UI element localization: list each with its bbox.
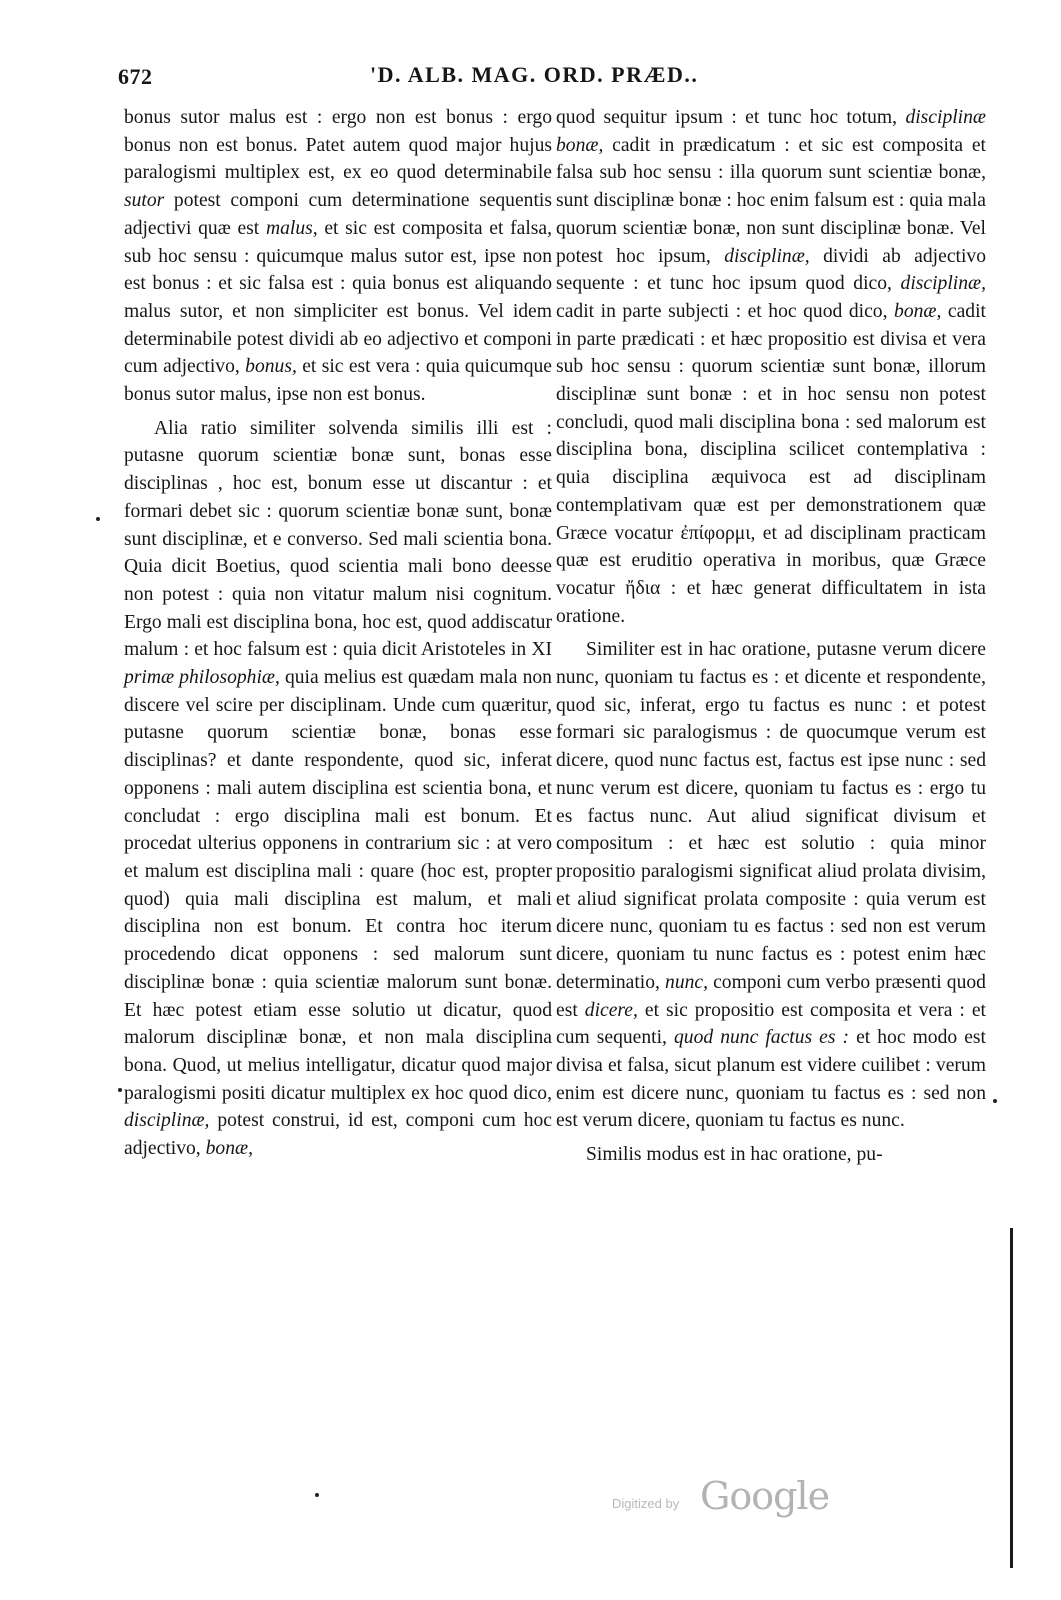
text-run: et sic est vera : quia quicumque bonus sutor malus, ipse non est bonus. [124, 356, 552, 406]
running-head: 'D. ALB. MAG. ORD. PRÆD.. [370, 62, 699, 87]
text-run: et sic est composita et falsa, sub hoc sensu : quicumque malus sutor est, ipse non est bonus : et sic falsa est : quia bonus est aliquando malus sutor, et non simpliciter est bonus. Vel idem determinabile potest dividi ab eo adjectivo et componi cum adjectivo, [124, 217, 552, 378]
text-run: dividi ab adjectivo sequente : et tunc hoc ipsum quod dico, [556, 245, 986, 295]
text-run: quia melius est quædam mala non discere vel scire per disciplinam. Unde cum quæritur, putasne quorum scientiæ bonæ, bonas esse disciplinas? et dante respondente, quod sic, inferat opponens : mali autem disciplina est scientia bona, et concludat : ergo disciplina mali est bonum. Et procedat ulterius opponens in contrarium sic : at vero et malum est disciplina mali : quare (hoc est, propter quod) quia mali disciplina est malum, et mali disciplina non est bonum. Et contra hoc iterum procedendo dicat opponens : sed malorum sunt disciplinæ bonæ : quia scientiæ malorum sunt bonæ. Et hæc potest etiam esse solutio ut dicatur, quod malorum disciplinæ bonæ, et non mala disciplina bona. Quod, ut melius intelligatur, dicatur quod major paralogismi positi dicatur multiplex ex hoc quod dico, [124, 667, 552, 1104]
text-run: et hoc modo est divisa et falsa, sicut planum est videre cuilibet : verum enim est dicere nunc, quoniam tu factus es : sed non est verum dicere, quoniam tu factus es nunc. [556, 1027, 986, 1132]
italic-text: dicere, [584, 999, 638, 1021]
paragraph [124, 415, 552, 1163]
digitized-watermark [612, 1474, 852, 1524]
text-run: cadit in prædicatum : et sic est composita et falsa sub hoc sensu : illa quorum sunt scientiæ bonæ, sunt disciplinæ bonæ : hoc enim falsum est : quia mala quorum scientiæ bonæ, non sunt disciplinæ bonæ. Vel potest hoc ipsum, [556, 134, 986, 267]
italic-text: disciplinæ bonæ, [556, 107, 986, 156]
watermark-label: Digitized by [612, 1496, 680, 1511]
right-column [556, 104, 986, 1169]
italic-text: bonæ, [894, 300, 942, 322]
margin-dot [993, 1099, 997, 1103]
italic-text: nunc, [665, 971, 709, 993]
italic-text: malus, [265, 217, 318, 239]
text-run: potest componi cum determinatione sequentis adjectivi quæ est [124, 190, 552, 239]
text-run: potest construi, id est, componi cum hoc adjectivo, [124, 1110, 552, 1160]
text-run: componi cum verbo præsenti quod est [556, 971, 986, 1021]
paragraph [556, 1141, 986, 1169]
google-logo: Google [700, 1474, 830, 1518]
page-number: 672 [118, 64, 153, 89]
paragraph [124, 104, 552, 409]
left-column [124, 104, 552, 1163]
text-run: Similiter est in hac oratione, putasne verum dicere nunc, quoniam tu factus es : et dicente et respondente, quod sic, inferat, ergo tu factus es nunc : et potest formari sic paralogismus : de quocumque verum est dicere, quod nunc factus est, factus est ipse nunc : sed nunc verum est dicere, quoniam tu factus es : ergo tu es factus nunc. Aut aliud significat divisum et compositum : et hæc est solutio : quia minor propositio paralogismi significat aliud prolata divisim, et aliud significat prolata composite : quia verum est dicere nunc, quoniam tu es factus : sed non est verum dicere, quoniam tu nunc factus es : potest enim hæc determinatio, [556, 639, 986, 993]
margin-dot [315, 1493, 319, 1497]
italic-text: bonæ, [205, 1138, 253, 1160]
text-run: quod sequitur ipsum : et tunc hoc totum, [556, 107, 906, 128]
italic-text: disciplinæ, [724, 245, 810, 267]
text-run: Alia ratio similiter solvenda similis illi est : putasne quorum scientiæ bonæ sunt, bonas esse disciplinas , hoc est, bonum esse ut discantur : et formari debet sic : quorum scientiæ bonæ sunt, bonæ sunt disciplinæ, et e converso. Sed mali scientia bona. Quia dicit Boetius, quod scientia mali bono deesse non potest : quia non vitatur malum nisi cognitum. Ergo mali est disciplina bona, hoc est, quod addiscatur malum : et hoc falsum est : quia dicit Aristoteles in XI [124, 417, 552, 661]
text-run: cadit in parte subjecti : et hoc quod dico, [556, 300, 895, 322]
text-run: bonus sutor malus est : ergo non est bonus : ergo bonus non est bonus. Patet autem quod major hujus paralogismi multiplex est, ex eo quod determinabile [124, 107, 552, 184]
text-run: et sic propositio est composita et vera : et cum sequenti, [556, 999, 986, 1049]
italic-text: disciplinæ, [900, 273, 986, 295]
italic-text: primæ philosophiæ, [124, 667, 280, 689]
italic-text: quod nunc factus es : [674, 1027, 850, 1049]
italic-text: sutor [124, 190, 165, 212]
paragraph [556, 104, 986, 630]
margin-dot [96, 517, 100, 521]
margin-rule [1010, 1228, 1013, 1568]
text-run: Similis modus est in hac oratione, pu- [586, 1144, 883, 1166]
italic-text: bonus, [245, 356, 297, 378]
italic-text: disciplinæ, [124, 1110, 210, 1132]
margin-dot [118, 1088, 122, 1092]
paragraph [556, 636, 986, 1135]
text-run: cadit in parte prædicati : et hæc propositio est divisa et vera sub hoc sensu : quorum scientiæ sunt bonæ, illorum disciplinæ sunt bonæ : et in hoc sensu non potest concludi, quod mali disciplina bona : sed malorum est disciplina bona, disciplina scilicet contemplativa : quia disciplina æquivoca est ad disciplinam contemplativam quæ est per demonstrationem quæ Græce vocatur ἐπίφορμι, et ad disciplinam practicam quæ est eruditio operativa in moribus, quæ Græce vocatur ἤδια : et hæc generat difficultatem in ista oratione. [556, 300, 986, 627]
